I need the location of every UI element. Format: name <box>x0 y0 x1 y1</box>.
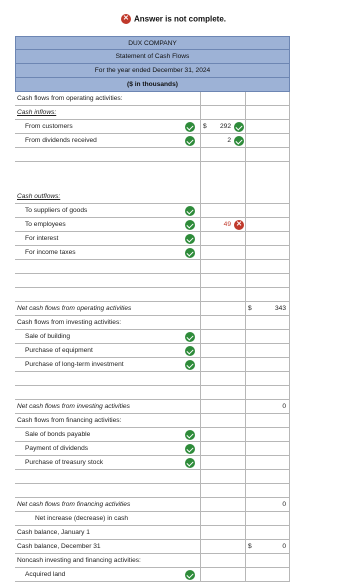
amount-cell[interactable] <box>200 512 245 526</box>
table-row <box>15 106 290 120</box>
dollar-sign: $ <box>203 123 207 130</box>
row-label[interactable]: Sale of bonds payable <box>25 431 91 438</box>
total-cell[interactable] <box>245 372 290 386</box>
row-label: Net cash flows from financing activities <box>17 501 131 508</box>
row-label[interactable]: For interest <box>25 235 59 242</box>
check-icon <box>185 570 195 580</box>
check-icon <box>185 234 195 244</box>
table-row <box>15 540 290 554</box>
total-cell[interactable] <box>245 512 290 526</box>
amount-cell[interactable] <box>200 302 245 316</box>
amount-cell[interactable] <box>200 134 245 148</box>
row-label: Cash flows from financing activities: <box>17 417 122 424</box>
incorrect-icon: ✕ <box>234 220 244 230</box>
row-label: Net cash flows from operating activities <box>17 305 132 312</box>
amount-cell[interactable] <box>200 442 245 456</box>
table-row <box>15 512 290 526</box>
total-cell[interactable] <box>245 106 290 120</box>
total-cell[interactable] <box>245 456 290 470</box>
amount-cell[interactable] <box>200 526 245 540</box>
table-row <box>15 148 290 162</box>
amount-cell[interactable] <box>200 568 245 582</box>
amount-cell[interactable] <box>200 386 245 400</box>
amount-cell[interactable] <box>200 246 245 260</box>
total-cell[interactable] <box>245 414 290 428</box>
total-cell[interactable] <box>245 162 290 204</box>
table-row <box>15 204 290 218</box>
total-cell[interactable] <box>245 274 290 288</box>
table-row <box>15 358 290 372</box>
table-row <box>15 386 290 400</box>
table-row <box>15 400 290 414</box>
amount-cell[interactable] <box>200 274 245 288</box>
total-value: 0 <box>282 501 286 508</box>
amount-value: 49 <box>223 221 231 228</box>
row-label: Net increase (decrease) in cash <box>35 515 129 522</box>
total-cell[interactable] <box>245 358 290 372</box>
amount-cell[interactable] <box>200 204 245 218</box>
error-icon: ✕ <box>121 14 131 24</box>
total-cell[interactable] <box>245 316 290 330</box>
row-label[interactable]: Purchase of long-term investment <box>25 361 124 368</box>
table-row <box>15 162 290 204</box>
total-cell[interactable] <box>245 246 290 260</box>
amount-cell[interactable] <box>200 540 245 554</box>
table-row <box>15 316 290 330</box>
statement-units: ($ in thousands) <box>15 78 290 92</box>
total-cell[interactable] <box>245 484 290 498</box>
statement-period: For the year ended December 31, 2024 <box>15 64 290 78</box>
row-label: Noncash investing and financing activities: <box>17 557 141 564</box>
amount-cell[interactable] <box>200 288 245 302</box>
check-icon <box>234 136 244 146</box>
row-label[interactable]: Purchase of equipment <box>25 347 93 354</box>
amount-cell[interactable] <box>200 554 245 568</box>
total-cell[interactable] <box>245 540 290 554</box>
table-row <box>15 526 290 540</box>
answer-status-banner <box>0 14 347 30</box>
check-icon <box>234 122 244 132</box>
amount-cell[interactable] <box>200 456 245 470</box>
total-cell[interactable] <box>245 260 290 274</box>
table-row <box>15 498 290 512</box>
check-icon <box>185 444 195 454</box>
table-row <box>15 484 290 498</box>
check-icon <box>185 206 195 216</box>
table-row <box>15 568 290 582</box>
total-cell[interactable] <box>245 92 290 106</box>
amount-cell[interactable] <box>200 470 245 484</box>
total-cell[interactable] <box>245 526 290 540</box>
row-label: Cash outflows: <box>17 193 61 200</box>
table-row <box>15 414 290 428</box>
table-row <box>15 302 290 316</box>
amount-cell[interactable] <box>200 218 245 232</box>
total-cell[interactable] <box>245 498 290 512</box>
total-cell[interactable] <box>245 232 290 246</box>
check-icon <box>185 332 195 342</box>
amount-cell[interactable] <box>200 316 245 330</box>
dollar-sign: $ <box>248 305 252 312</box>
check-icon <box>185 220 195 230</box>
amount-cell[interactable] <box>200 498 245 512</box>
row-label[interactable]: Payment of dividends <box>25 445 89 452</box>
total-cell[interactable] <box>245 134 290 148</box>
check-icon <box>185 458 195 468</box>
statement-title: Statement of Cash Flows <box>15 50 290 64</box>
table-row <box>15 274 290 288</box>
amount-cell[interactable] <box>200 92 245 106</box>
total-cell[interactable] <box>245 148 290 162</box>
table-row <box>15 442 290 456</box>
row-label: Cash flows from investing activities: <box>17 319 122 326</box>
table-row <box>15 120 290 134</box>
table-row <box>15 232 290 246</box>
amount-value: 292 <box>219 123 231 130</box>
check-icon <box>185 136 195 146</box>
total-cell[interactable] <box>245 120 290 134</box>
table-row <box>15 554 290 568</box>
cash-flow-worksheet <box>15 36 290 578</box>
table-row <box>15 246 290 260</box>
check-icon <box>185 248 195 258</box>
table-row <box>15 288 290 302</box>
total-cell[interactable] <box>245 386 290 400</box>
total-value: 0 <box>282 403 286 410</box>
row-label[interactable]: From customers <box>25 123 73 130</box>
row-label: Cash balance, December 31 <box>17 543 101 550</box>
total-cell[interactable] <box>245 330 290 344</box>
answer-status-text: Answer is not complete. <box>133 14 227 24</box>
amount-cell[interactable] <box>200 330 245 344</box>
check-icon <box>185 360 195 370</box>
amount-cell[interactable] <box>200 344 245 358</box>
row-label: Cash balance, January 1 <box>17 529 90 536</box>
total-cell[interactable] <box>245 344 290 358</box>
amount-cell[interactable] <box>200 414 245 428</box>
amount-cell[interactable] <box>200 358 245 372</box>
amount-cell[interactable] <box>200 372 245 386</box>
total-value: 343 <box>274 305 286 312</box>
total-cell[interactable] <box>245 442 290 456</box>
row-label[interactable]: To employees <box>25 221 66 228</box>
row-label[interactable]: For income taxes <box>25 249 76 256</box>
table-row <box>15 260 290 274</box>
check-icon <box>185 346 195 356</box>
check-icon <box>185 122 195 132</box>
amount-cell[interactable] <box>200 400 245 414</box>
total-cell[interactable] <box>245 204 290 218</box>
row-label: Cash inflows: <box>17 109 57 116</box>
amount-cell[interactable] <box>200 120 245 134</box>
table-row <box>15 456 290 470</box>
amount-cell[interactable] <box>200 484 245 498</box>
row-label[interactable]: Sale of building <box>25 333 71 340</box>
amount-cell[interactable] <box>200 162 245 204</box>
row-label: Cash flows from operating activities: <box>17 95 123 102</box>
total-cell[interactable] <box>245 428 290 442</box>
table-row <box>15 330 290 344</box>
total-cell[interactable] <box>245 470 290 484</box>
table-row <box>15 92 290 106</box>
amount-cell[interactable] <box>200 260 245 274</box>
total-cell[interactable] <box>245 288 290 302</box>
total-cell[interactable] <box>245 218 290 232</box>
company-name: DUX COMPANY <box>15 36 290 50</box>
row-label[interactable]: To suppliers of goods <box>25 207 88 214</box>
amount-cell[interactable] <box>200 232 245 246</box>
row-label[interactable]: Purchase of treasury stock <box>25 459 104 466</box>
check-icon <box>185 430 195 440</box>
row-label[interactable]: Acquired land <box>25 571 66 578</box>
total-cell[interactable] <box>245 568 290 582</box>
table-row <box>15 372 290 386</box>
amount-value: 2 <box>227 137 231 144</box>
table-row <box>15 428 290 442</box>
total-value: 0 <box>282 543 286 550</box>
table-row <box>15 470 290 484</box>
amount-cell[interactable] <box>200 428 245 442</box>
table-row <box>15 134 290 148</box>
amount-cell[interactable] <box>200 106 245 120</box>
row-label: Net cash flows from investing activities <box>17 403 130 410</box>
row-label[interactable]: From dividends received <box>25 137 97 144</box>
total-cell[interactable] <box>245 400 290 414</box>
table-row <box>15 218 290 232</box>
total-cell[interactable] <box>245 554 290 568</box>
total-cell[interactable] <box>245 302 290 316</box>
amount-cell[interactable] <box>200 148 245 162</box>
table-row <box>15 344 290 358</box>
dollar-sign: $ <box>248 543 252 550</box>
